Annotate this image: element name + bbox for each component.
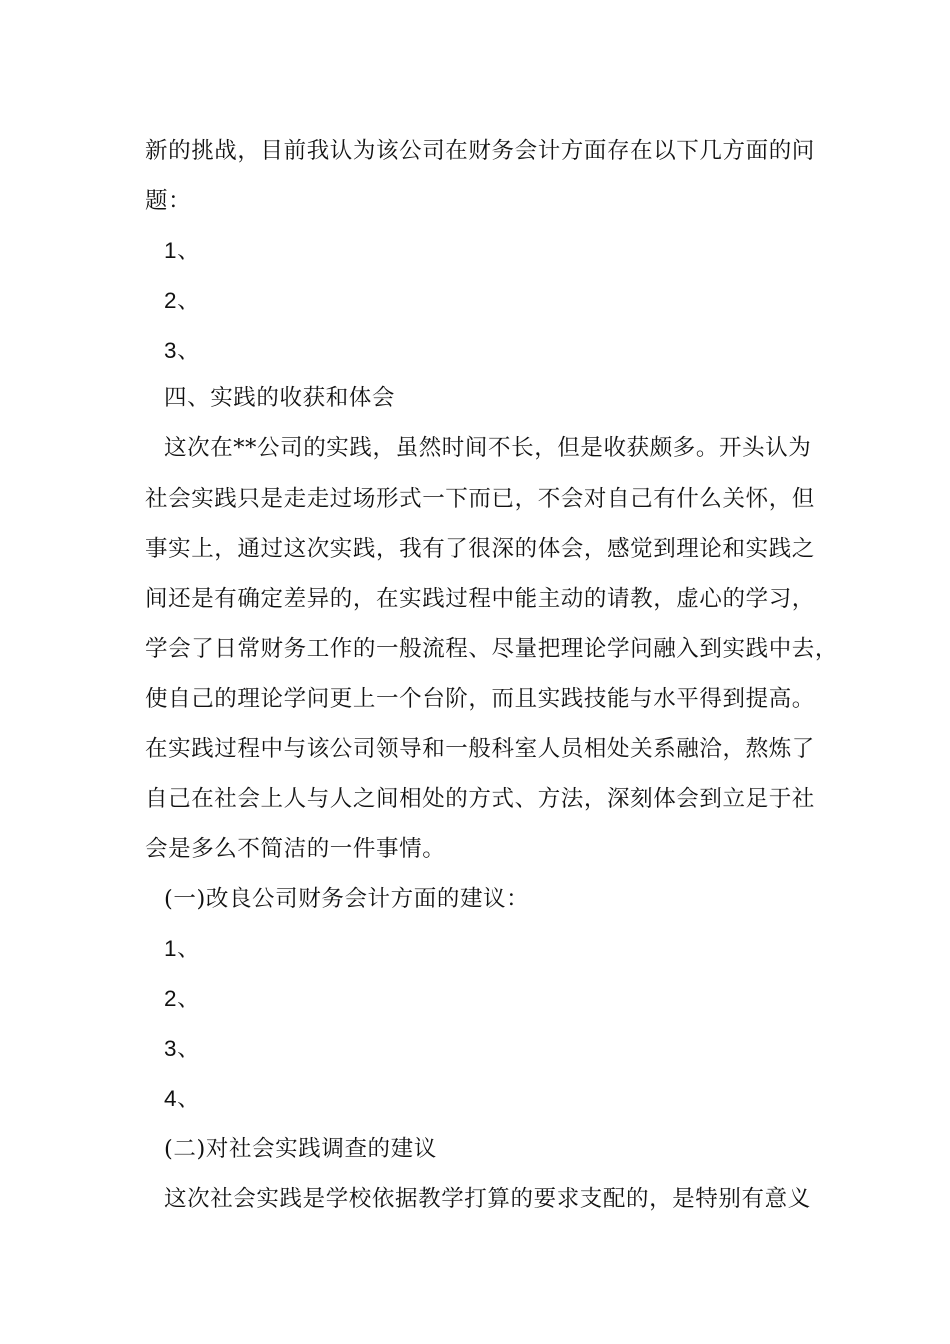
body-text-line: 这次社会实践是学校依据教学打算的要求支配的，是特别有意义: [164, 1186, 811, 1212]
list-item-number: 2、: [164, 986, 201, 1011]
body-text-line: 在实践过程中与该公司领导和一般科室人员相处关系融洽，熬炼了: [145, 736, 815, 762]
list-item-number: 4、: [164, 1086, 201, 1111]
section-heading: 四、实践的收获和体会: [164, 385, 396, 411]
list-item-number: 1、: [164, 238, 201, 263]
list-item-number: 1、: [164, 936, 201, 961]
body-text-line: 间还是有确定差异的，在实践过程中能主动的请教，虚心的学习，: [145, 586, 815, 612]
list-item-number: 2、: [164, 288, 201, 313]
body-text-line: 会是多么不简洁的一件事情。: [145, 836, 446, 862]
subsection-heading: (一)改良公司财务会计方面的建议：: [164, 886, 530, 912]
subsection-heading: (二)对社会实践调查的建议: [164, 1136, 437, 1162]
body-text-line: 事实上，通过这次实践，我有了很深的体会，感觉到理论和实践之: [145, 536, 815, 562]
list-item-number: 3、: [164, 338, 201, 363]
body-text-line: 社会实践只是走走过场形式一下而已，不会对自己有什么关怀，但: [145, 486, 815, 512]
body-text-line: 新的挑战，目前我认为该公司在财务会计方面存在以下几方面的问: [145, 138, 815, 164]
body-text-line: 学会了日常财务工作的一般流程、尽量把理论学问融入到实践中去，: [145, 636, 839, 662]
body-text-line: 使自己的理论学问更上一个台阶，而且实践技能与水平得到提高。: [145, 686, 815, 712]
body-text-line: 自己在社会上人与人之间相处的方式、方法，深刻体会到立足于社: [145, 786, 815, 812]
body-text-line: 这次在**公司的实践，虽然时间不长，但是收获颇多。开头认为: [164, 435, 812, 461]
list-item-number: 3、: [164, 1036, 201, 1061]
body-text-line: 题：: [145, 188, 192, 214]
